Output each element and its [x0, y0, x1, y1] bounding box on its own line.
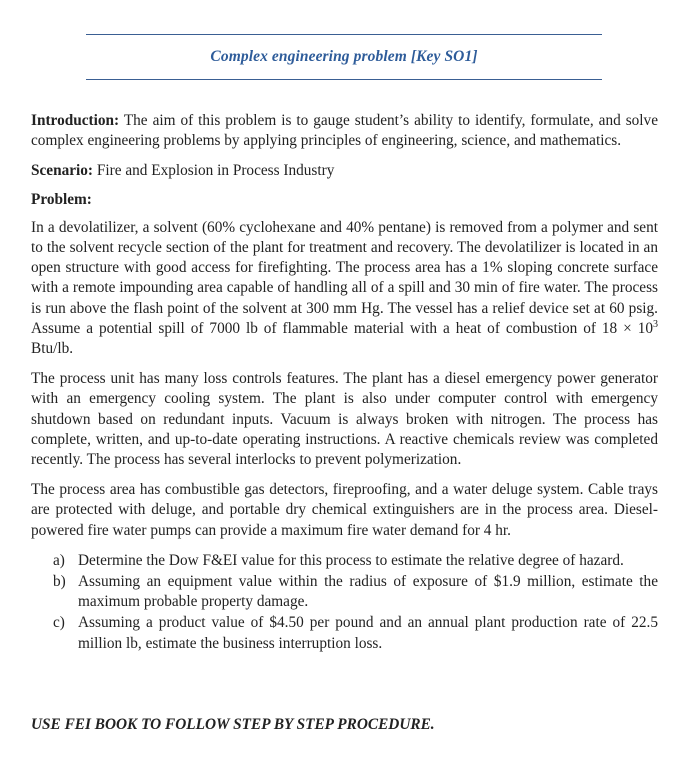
scenario-text: Fire and Explosion in Process Industry — [93, 162, 335, 180]
question-list — [31, 551, 658, 654]
header-top-rule — [86, 34, 602, 35]
problem-paragraph-1 — [31, 218, 658, 359]
question-item-a — [53, 551, 658, 571]
introduction-label: Introduction: — [31, 112, 120, 129]
introduction-paragraph — [31, 111, 658, 151]
question-text: Assuming an equipment value within the radius of exposure of $1.9 million, estimate the maximum probable property damage. — [78, 573, 658, 611]
scenario-label: Scenario: — [31, 162, 94, 180]
problem-paragraph-1-end: Btu/lb. — [31, 340, 74, 358]
document-body — [31, 111, 658, 655]
problem-paragraph-1-text: In a devolatilizer, a solvent (60% cyclohexane and 40% pentane) is removed from a polymer and sent to the solvent recycle section of the plant for treatment and recovery. The devolatilizer is located in an open structure with good access for firefighting. The process area has a 1% sloping concrete surface with a remote impounding area capable of handling all of a spill and 30 min of fire water. The process is run above the flash point of the solvent at 300 mm Hg. The vessel has a relief device set at 60 psig. Assume a potential spill of 7000 lb of flammable material with a heat of combustion of 18 × 10 — [31, 218, 658, 337]
page-title: Complex engineering problem [Key SO1] — [210, 48, 478, 65]
exponent: 3 — [653, 318, 658, 330]
question-item-b — [53, 572, 658, 612]
introduction-text: The aim of this problem is to gauge student’s ability to identify, formulate, and solve complex engineering problems by applying principles of engineering, science, and mathematics. — [31, 112, 658, 150]
question-text: Assuming a product value of $4.50 per pound and an annual plant production rate of 22.5 million lb, estimate the business interruption loss. — [78, 614, 658, 652]
question-marker: c) — [53, 614, 65, 632]
problem-heading — [31, 190, 658, 210]
question-marker: a) — [53, 551, 65, 569]
question-marker: b) — [53, 573, 66, 591]
scenario-paragraph — [31, 161, 658, 181]
problem-paragraph-3: The process area has combustible gas detectors, fireproofing, and a water deluge system. Cable trays are protected with deluge, and portable dry chemical extinguishers are in the process area. Diesel-powered fire water pumps can provide a maximum fire water demand for 4 hr. — [31, 481, 658, 539]
question-text: Determine the Dow F&EI value for this process to estimate the relative degree of hazard. — [78, 551, 624, 569]
problem-label: Problem: — [31, 190, 92, 208]
question-item-c — [53, 613, 658, 653]
header-bottom-rule — [86, 79, 602, 80]
footer-instruction: USE FEI BOOK TO FOLLOW STEP BY STEP PROCEDURE. — [31, 716, 435, 733]
problem-paragraph-2: The process unit has many loss controls features. The plant has a diesel emergency power generator with an emergency cooling system. The plant is also under computer control with emergency shutdown based on redundant inputs. Vacuum is always broken with nitrogen. The process has complete, written, and up-to-date operating instructions. A reactive chemicals review was completed recently. The process has several interlocks to prevent polymerization. — [31, 370, 658, 469]
